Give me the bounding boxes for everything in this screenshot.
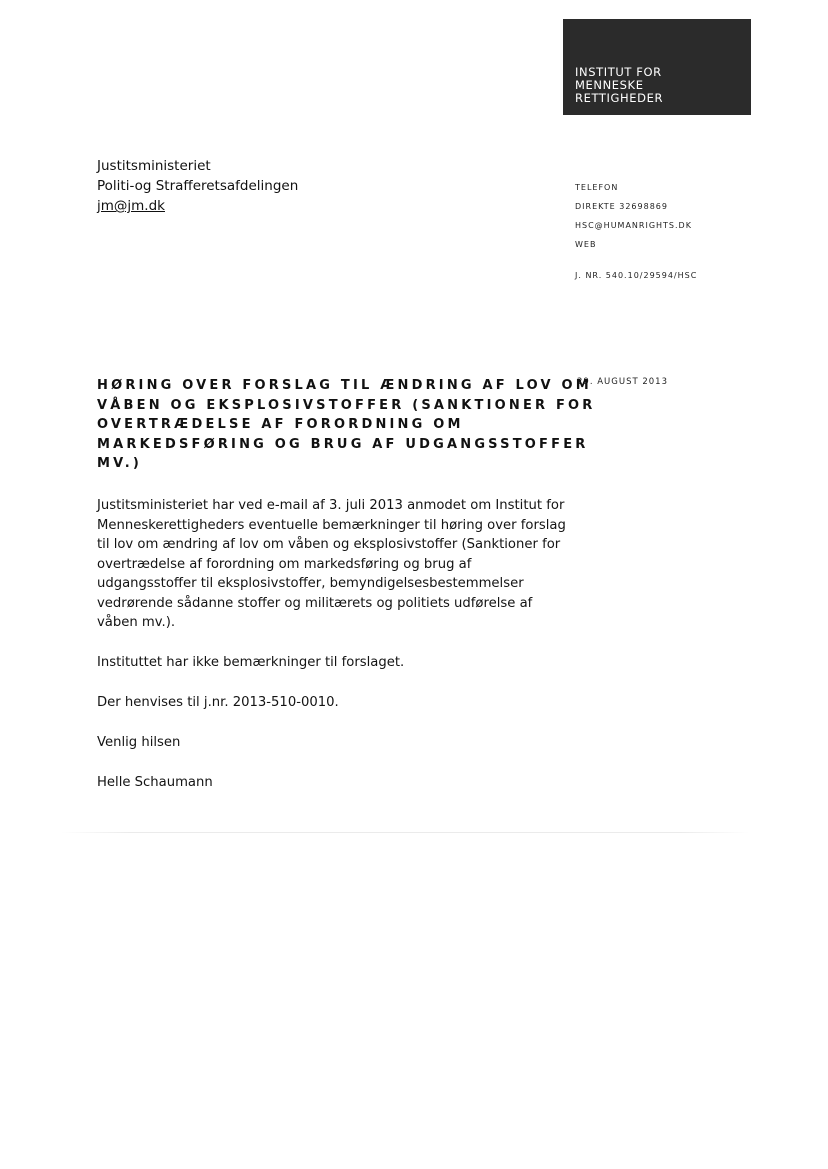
signature-name: Helle Schaumann xyxy=(97,774,213,790)
contact-web: WEB xyxy=(575,240,597,249)
heading-line-2: VÅBEN OG EKSPLOSIVSTOFFER (SANKTIONER FOR xyxy=(97,397,596,413)
logo-text xyxy=(575,66,663,105)
heading-line-5: MV.) xyxy=(97,456,143,471)
recipient-address xyxy=(97,156,298,216)
body-paragraph-3: Der henvises til j.nr. 2013-510-0010. xyxy=(97,694,339,710)
heading-line-1: HØRING OVER FORSLAG TIL ÆNDRING AF LOV OM xyxy=(97,378,592,393)
heading-line-3: OVERTRÆDELSE AF FORORDNING OM xyxy=(97,417,464,432)
paragraph-line: våben mv.). xyxy=(97,615,176,630)
journal-number: J. NR. 540.10/29594/HSC xyxy=(575,271,698,280)
body-paragraph-1 xyxy=(97,496,567,633)
paragraph-line: Justitsministeriet har ved e-mail af 3. juli 2013 anmodet om Institut for xyxy=(97,498,565,513)
recipient-email-link[interactable]: jm@jm.dk xyxy=(97,198,165,214)
logo-line-2: MENNESKE xyxy=(575,78,644,92)
recipient-department: Politi-og Strafferetsafdelingen xyxy=(97,178,299,194)
institute-logo xyxy=(563,19,751,115)
paragraph-line: overtrædelse af forordning om markedsføring og brug af xyxy=(97,556,472,572)
closing-greeting: Venlig hilsen xyxy=(97,734,181,750)
paragraph-line: til lov om ændring af lov om våben og eksplosivstoffer (Sanktioner for xyxy=(97,537,561,552)
recipient-name: Justitsministeriet xyxy=(97,158,211,174)
paragraph-line: vedrørende sådanne stoffer og militærets og politiets udførelse af xyxy=(97,595,533,611)
contact-email: HSC@HUMANRIGHTS.DK xyxy=(575,221,692,230)
contact-telefon: TELEFON xyxy=(575,183,619,192)
letter-body xyxy=(97,496,567,813)
letter-date: 29. AUGUST 2013 xyxy=(577,377,668,387)
logo-line-1: INSTITUT FOR xyxy=(575,65,662,79)
contact-info xyxy=(575,178,692,254)
letter-heading xyxy=(97,376,596,474)
body-paragraph-2: Instituttet har ikke bemærkninger til forslaget. xyxy=(97,654,405,670)
heading-line-4: MARKEDSFØRING OG BRUG AF UDGANGSSTOFFER xyxy=(97,436,589,452)
scan-divider xyxy=(60,832,750,833)
paragraph-line: udgangsstoffer til eksplosivstoffer, bemyndigelsesbestemmelser xyxy=(97,576,524,591)
logo-line-3: RETTIGHEDER xyxy=(575,91,664,105)
paragraph-line: Menneskerettigheders eventuelle bemærkninger til høring over forslag xyxy=(97,517,566,533)
contact-direkte: DIREKTE 32698869 xyxy=(575,202,668,211)
